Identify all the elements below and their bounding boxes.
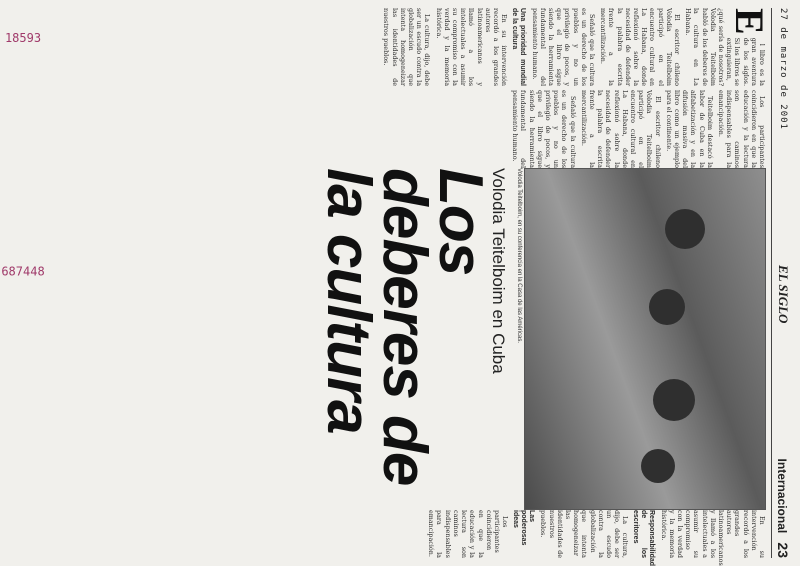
subhead: Una prioridad mundial de la cultura — [511, 8, 527, 86]
page-number: 23 — [775, 542, 791, 558]
paragraph: En su intervención recordó a los grandes autores latinoamericanos y llamó a los intelectuales a asumir su compromiso con la verdad y la memoria histórica. — [659, 510, 766, 566]
paragraph: La cultura, dijo, debe ser un escudo contra la globalización que intenta homogeneizar las identidades de nuestros pueblos. — [382, 8, 432, 86]
masthead — [771, 8, 794, 558]
paragraph: Los participantes coincidieron en que la educación y la lectura son caminos indispensables para la emancipación. — [716, 90, 766, 168]
paragraph: Señaló que la cultura es un derecho de los pueblos y no un privilegio de pocos, y que el libro sigue siendo la herramienta fundamental del pensamiento humano. — [530, 8, 596, 86]
drop-cap: E — [727, 8, 772, 35]
section-label: Internacional — [775, 458, 789, 534]
article-headline: Los deberes de la cultura — [314, 168, 495, 486]
archive-number-stamp: 18593 — [4, 31, 42, 46]
person-silhouette — [641, 449, 675, 483]
paragraph: La cultura, dijo, debe ser un escudo contra la globalización que intenta homogeneizar las identidades de nuestros pueblos. — [539, 510, 630, 558]
person-silhouette — [665, 209, 705, 249]
paragraph: En su intervención recordó a los grandes autores latinoamericanos y llamó a los intelectuales a asumir su compromiso con la verdad y la memoria histórica. — [434, 8, 509, 86]
paragraph: Señaló que la cultura es un derecho de los pueblos y no un privilegio de pocos, y que el libro sigue siendo la herramienta fundamental del pensamiento humano. — [511, 90, 577, 168]
subhead: Responsabilidad de los escritores — [632, 510, 656, 566]
archive-code-stamp: 687448 — [1, 264, 45, 279]
paragraph: Los participantes coincidieron en que la educación y la lectura son caminos indispensables para la emancipación. — [427, 510, 510, 558]
column-2 — [6, 90, 766, 168]
subhead: Las poderosas ideas — [512, 510, 536, 546]
paragraph: El escritor chileno Volodia Teitelboim participó en el encuentro cultural en La Habana, donde reflexionó sobre la necesidad de defender la palabra escrita frente a la mercantilización. — [579, 90, 662, 168]
paragraph: Teitelboim destacó la labor de Cuba en la alfabetización y en la difusión masiva del libro como un ejemplo para el continente. — [664, 90, 714, 168]
photo-caption: Volodia Teitelboim, en su conferencia en la Casa de las Américas. — [516, 168, 522, 343]
article-byline: Volodia Teitelboim en Cuba — [489, 168, 508, 374]
article-photo — [524, 168, 766, 510]
lead-paragraph: l libro es la gran aventura de los siglos. Si los libros se extinguieran, ¿qué sería de nosotros? Volodia Teitelboim habló de los deberes de la cultura en La Habana. — [684, 8, 766, 86]
section-group — [775, 459, 791, 558]
issue-date: 27 de marzo de 2001 — [778, 8, 788, 130]
person-silhouette — [653, 379, 695, 421]
column-1 — [6, 8, 772, 86]
paragraph: El escritor chileno Volodia Teitelboim participó en el encuentro cultural en La Habana, donde reflexionó sobre la necesidad de defender la palabra escrita frente a la mercantilización. — [599, 8, 681, 86]
column-right — [6, 510, 766, 566]
person-silhouette — [649, 289, 685, 325]
newspaper-brand: EL SIGLO — [776, 265, 791, 324]
